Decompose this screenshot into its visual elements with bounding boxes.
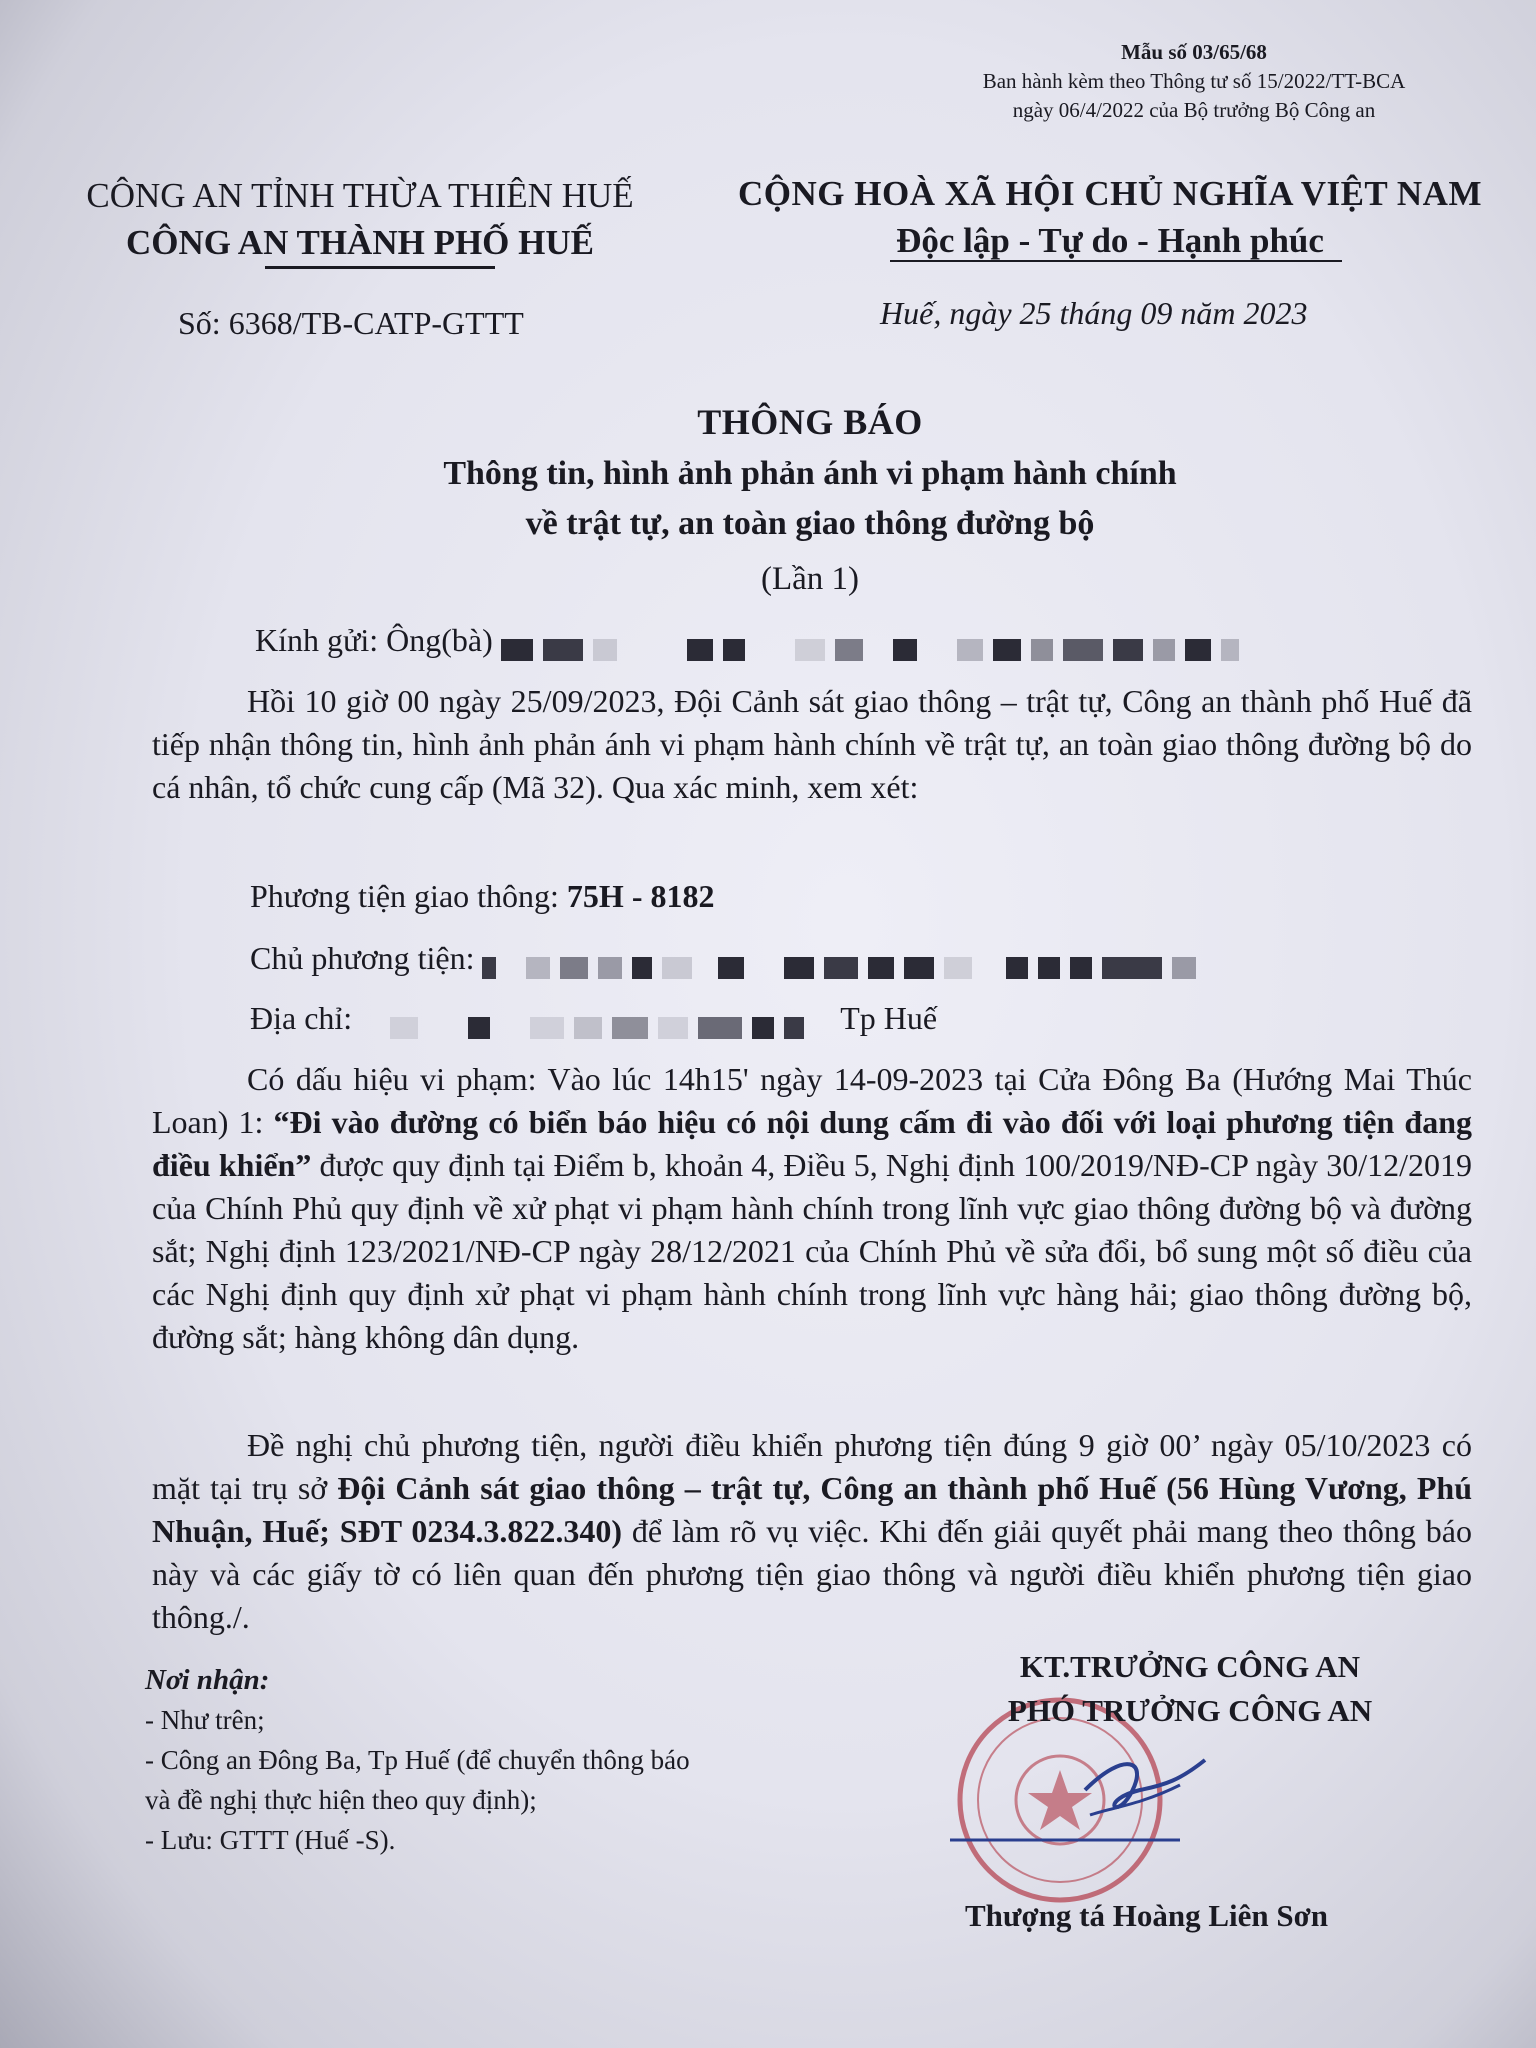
recipient-item: - Lưu: GTTT (Huế -S).	[145, 1825, 396, 1855]
signature-title-1: KT.TRƯỞNG CÔNG AN	[1019, 1649, 1361, 1684]
motto-underline	[890, 260, 1342, 262]
vehicle-row	[250, 878, 714, 915]
document-subtitle-2: về trật tự, an toàn giao thông đường bộ	[525, 505, 1095, 542]
signature-title-2: PHÓ TRƯỞNG CÔNG AN	[1007, 1693, 1373, 1728]
signer-name: Thượng tá Hoàng Liên Sơn	[965, 1898, 1329, 1933]
signature-block	[900, 1645, 1480, 1733]
recipients-block	[145, 1660, 690, 1860]
form-issued-line: Ban hành kèm theo Thông tư số 15/2022/TT-BCA	[982, 69, 1406, 93]
redacted-owner	[482, 950, 1206, 974]
document-date: Huế, ngày 25 tháng 09 năm 2023	[880, 295, 1308, 331]
recipient-item: và đề nghị thực hiện theo quy định);	[145, 1785, 537, 1815]
addressee-label: Kính gửi: Ông(bà)	[255, 622, 493, 658]
authority-city: CÔNG AN THÀNH PHỐ HUẾ	[125, 223, 594, 262]
intro-paragraph	[152, 680, 1472, 809]
authority-province: CÔNG AN TỈNH THỪA THIÊN HUẾ	[86, 176, 634, 215]
recipient-item: - Như trên;	[145, 1705, 265, 1735]
occurrence-number: (Lần 1)	[760, 561, 860, 597]
redacted-address	[360, 1010, 814, 1034]
national-motto: Độc lập - Tự do - Hạnh phúc	[896, 221, 1324, 260]
national-header	[700, 170, 1520, 264]
request-instructions: để làm rõ vụ việc. Khi đến giải quyết phải mang theo thông báo này và các giấy tờ có liên quan đến phương tiện giao thông và người điều khiển phương tiện giao thông./.	[152, 1513, 1473, 1635]
intro-text: Hồi 10 giờ 00 ngày 25/09/2023, Đội Cảnh sát giao thông – trật tự, Công an thành phố Huế đã tiếp nhận thông tin, hình ảnh phản ánh vi phạm hành chính về trật tự, an toàn giao thông đường bộ do cá nhân, tổ chức cung cấp (Mã 32). Qua xác minh, xem xét:	[152, 683, 1472, 805]
violation-paragraph	[152, 1058, 1472, 1359]
owner-label: Chủ phương tiện:	[250, 940, 475, 976]
address-city: Tp Huế	[840, 1000, 938, 1036]
document-title: THÔNG BÁO	[697, 402, 923, 442]
authority-underline	[265, 266, 495, 269]
violation-legal-basis: được quy định tại Điểm b, khoản 4, Điều 5, Nghị định 100/2019/NĐ-CP ngày 30/12/2019 của Chính Phủ quy định về xử phạt vi phạm hành chính trong lĩnh vực giao thông đường bộ và đường sắt; Nghị định 123/2021/NĐ-CP ngày 28/12/2021 của Chính Phủ về sửa đổi, bổ sung một số điều của các Nghị định quy định xử phạt vi phạm hành chính trong lĩnh vực hàng hải; giao thông đường bộ, đường sắt; hàng không dân dụng.	[152, 1147, 1472, 1355]
addressee-row	[255, 622, 1249, 659]
title-block	[250, 395, 1370, 609]
form-date-line: ngày 06/4/2022 của Bộ trưởng Bộ Công an	[1012, 98, 1376, 122]
vehicle-plate: 75H - 8182	[566, 878, 715, 914]
issuing-authority	[60, 172, 660, 266]
recipient-item: - Công an Đông Ba, Tp Huế (để chuyển thông báo	[145, 1745, 690, 1775]
recipients-heading: Nơi nhận:	[145, 1664, 270, 1696]
national-title: CỘNG HOÀ XÃ HỘI CHỦ NGHĨA VIỆT NAM	[738, 174, 1482, 213]
violation-quote: “Đi vào đường có biển báo hiệu có nội dung cấm đi vào đối với loại phương tiện đang điều khiển”	[152, 1104, 1473, 1183]
address-row	[250, 1000, 937, 1037]
document-number: Số: 6368/TB-CATP-GTTT	[178, 305, 524, 341]
owner-row	[250, 940, 1206, 977]
document-subtitle-1: Thông tin, hình ảnh phản ánh vi phạm hành chính	[443, 455, 1177, 492]
violation-intro: Có dấu hiệu vi phạm: Vào lúc 14h15' ngày 14-09-2023 tại Cửa Đông Ba (Hướng Mai Thúc Loan) 1:	[152, 1061, 1472, 1140]
form-code: Mẫu số 03/65/68	[1121, 40, 1267, 64]
request-paragraph	[152, 1424, 1472, 1639]
vehicle-label: Phương tiện giao thông:	[250, 878, 567, 914]
address-label: Địa chỉ:	[250, 1000, 353, 1036]
request-office: Đội Cảnh sát giao thông – trật tự, Công an thành phố Huế (56 Hùng Vương, Phú Nhuận, Huế; SĐT 0234.3.822.340)	[152, 1470, 1473, 1549]
form-reference	[934, 38, 1454, 125]
request-text: Đề nghị chủ phương tiện, người điều khiển phương tiện đúng 9 giờ 00’ ngày 05/10/2023 có mặt tại trụ sở	[152, 1427, 1472, 1506]
redacted-name	[501, 632, 1249, 656]
